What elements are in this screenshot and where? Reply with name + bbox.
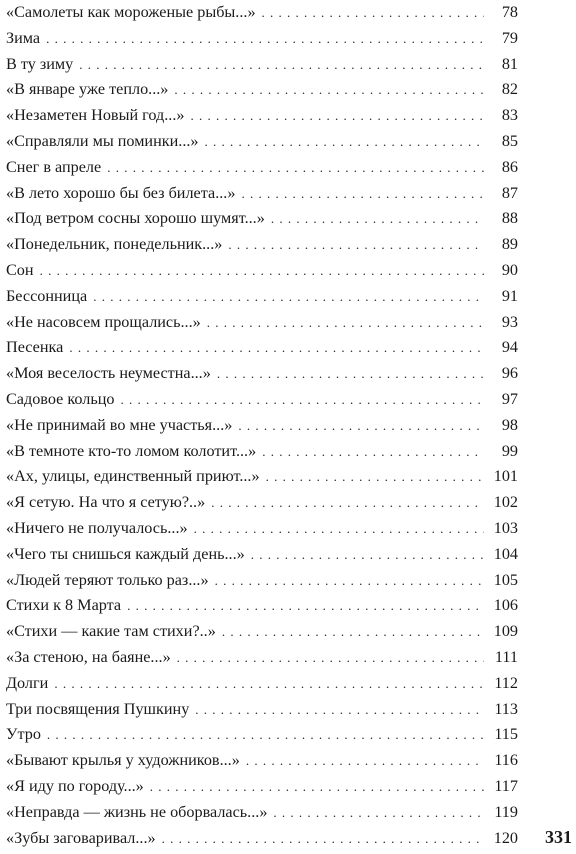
dot-leader xyxy=(93,284,484,310)
dot-leader xyxy=(217,361,484,387)
toc-entry-page: 83 xyxy=(501,106,518,125)
toc-entry-page: 94 xyxy=(501,338,518,357)
dot-leader xyxy=(46,26,484,52)
dot-leader xyxy=(246,748,484,774)
toc-entry-page: 119 xyxy=(494,802,518,821)
toc-entry-page: 116 xyxy=(494,751,518,770)
dot-leader xyxy=(194,516,484,542)
toc-entry-page: 106 xyxy=(493,596,518,615)
toc-entry-title: Стихи к 8 Марта xyxy=(6,596,122,615)
dot-leader xyxy=(174,77,484,103)
dot-leader xyxy=(271,206,484,232)
dot-leader xyxy=(251,542,484,568)
toc-entry xyxy=(6,542,518,568)
toc-entry-page: 120 xyxy=(493,828,518,847)
toc-entry xyxy=(6,413,518,439)
dot-leader xyxy=(69,335,484,361)
toc-entry xyxy=(6,387,518,413)
toc-entry-title: В ту зиму xyxy=(6,54,74,73)
toc-entry-page: 112 xyxy=(494,673,518,692)
dot-leader xyxy=(79,52,484,78)
toc-entry-page: 96 xyxy=(501,364,518,383)
toc-entry-page: 103 xyxy=(493,518,518,537)
toc-entry-page: 104 xyxy=(493,544,518,563)
toc-entry xyxy=(6,800,518,826)
toc-entry-page: 85 xyxy=(501,131,518,150)
toc-entry-page: 79 xyxy=(501,28,518,47)
dot-leader xyxy=(127,593,484,619)
toc-entry-page: 93 xyxy=(501,312,518,331)
dot-leader xyxy=(211,490,484,516)
dot-leader xyxy=(266,464,484,490)
toc-entry-title: «Ничего не получалось...» xyxy=(6,518,188,537)
toc-entry xyxy=(6,155,518,181)
dot-leader xyxy=(47,722,484,748)
dot-leader xyxy=(121,387,484,413)
toc-entry-title: «Незаметен Новый год...» xyxy=(6,106,185,125)
toc-entry-page: 117 xyxy=(494,776,518,795)
dot-leader xyxy=(241,181,484,207)
toc-entry-page: 87 xyxy=(501,183,518,202)
toc-entry xyxy=(6,619,518,645)
dot-leader xyxy=(262,0,484,26)
toc-entry xyxy=(6,826,518,852)
toc-entry xyxy=(6,748,518,774)
toc-entry-title: «Стихи — какие там стихи?..» xyxy=(6,622,216,641)
table-of-contents xyxy=(6,0,518,851)
toc-entry-title: «Бывают крылья у художников...» xyxy=(6,751,240,770)
dot-leader xyxy=(228,232,484,258)
toc-entry-title: Долги xyxy=(6,673,49,692)
dot-leader xyxy=(222,619,484,645)
toc-entry-title: Сон xyxy=(6,260,34,279)
toc-entry-title: Песенка xyxy=(6,338,64,357)
dot-leader xyxy=(54,671,484,697)
toc-entry-title: «Зубы заговаривал...» xyxy=(6,828,156,847)
toc-entry-page: 105 xyxy=(493,570,518,589)
toc-entry-title: «Неправда — жизнь не оборвалась...» xyxy=(6,802,268,821)
toc-entry-title: «Чего ты снишься каждый день...» xyxy=(6,544,245,563)
toc-entry-page: 111 xyxy=(494,647,518,666)
dot-leader xyxy=(177,645,484,671)
toc-entry xyxy=(6,181,518,207)
toc-entry-page: 82 xyxy=(501,80,518,99)
toc-entry-title: Садовое кольцо xyxy=(6,389,115,408)
toc-entry-title: «Понедельник, понедельник...» xyxy=(6,235,223,254)
toc-entry xyxy=(6,129,518,155)
toc-entry-title: Три посвящения Пушкину xyxy=(6,699,190,718)
toc-entry xyxy=(6,258,518,284)
toc-entry-page: 115 xyxy=(494,725,518,744)
dot-leader xyxy=(162,826,484,852)
toc-entry xyxy=(6,464,518,490)
toc-entry xyxy=(6,568,518,594)
toc-entry-title: «За стеною, на баяне...» xyxy=(6,647,171,666)
dot-leader xyxy=(205,129,484,155)
toc-entry-page: 91 xyxy=(501,286,518,305)
dot-leader xyxy=(262,439,484,465)
toc-entry-title: «В лето хорошо бы без билета...» xyxy=(6,183,236,202)
toc-entry-title: Бессонница xyxy=(6,286,88,305)
dot-leader xyxy=(107,155,484,181)
dot-leader xyxy=(273,800,484,826)
toc-entry-page: 90 xyxy=(501,260,518,279)
toc-entry-page: 98 xyxy=(501,415,518,434)
toc-entry-title: Утро xyxy=(6,725,41,744)
toc-entry-title: «Моя веселость неуместна...» xyxy=(6,364,211,383)
toc-entry-title: «Я иду по городу...» xyxy=(6,776,144,795)
page-number: 331 xyxy=(545,827,572,847)
dot-leader xyxy=(238,413,484,439)
toc-entry-title: Снег в апреле xyxy=(6,157,102,176)
toc-entry-title: «Людей теряют только раз...» xyxy=(6,570,209,589)
toc-entry xyxy=(6,0,518,26)
dot-leader xyxy=(40,258,484,284)
toc-entry-title: «Ах, улицы, единственный приют...» xyxy=(6,467,260,486)
toc-entry xyxy=(6,52,518,78)
toc-entry-title: «В темноте кто-то ломом колотит...» xyxy=(6,441,257,460)
toc-entry-page: 97 xyxy=(501,389,518,408)
toc-entry-title: «Самолеты как мороженые рыбы...» xyxy=(6,3,256,21)
toc-entry xyxy=(6,206,518,232)
toc-entry-page: 113 xyxy=(494,699,518,718)
toc-entry xyxy=(6,516,518,542)
toc-entry-page: 81 xyxy=(501,54,518,73)
toc-entry xyxy=(6,490,518,516)
toc-entry-page: 88 xyxy=(501,209,518,228)
toc-entry-page: 109 xyxy=(493,622,518,641)
toc-entry-title: «Под ветром сосны хорошо шумят...» xyxy=(6,209,265,228)
toc-entry xyxy=(6,284,518,310)
toc-entry xyxy=(6,774,518,800)
toc-entry xyxy=(6,645,518,671)
toc-entry-title: Зима xyxy=(6,28,41,47)
toc-entry-page: 102 xyxy=(493,493,518,512)
dot-leader xyxy=(215,568,484,594)
toc-entry xyxy=(6,722,518,748)
toc-entry-title: «Справляли мы поминки...» xyxy=(6,131,199,150)
dot-leader xyxy=(191,103,485,129)
toc-entry xyxy=(6,439,518,465)
toc-entry-title: «Я сетую. На что я сетую?..» xyxy=(6,493,206,512)
toc-entry-title: «Не насовсем прощались...» xyxy=(6,312,201,331)
toc-entry xyxy=(6,697,518,723)
dot-leader xyxy=(207,310,484,336)
toc-entry xyxy=(6,671,518,697)
dot-leader xyxy=(195,697,484,723)
toc-entry xyxy=(6,310,518,336)
toc-entry xyxy=(6,232,518,258)
toc-entry xyxy=(6,26,518,52)
toc-entry xyxy=(6,77,518,103)
toc-entry-title: «В январе уже тепло...» xyxy=(6,80,169,99)
toc-entry-page: 78 xyxy=(501,3,518,21)
toc-entry-page: 86 xyxy=(501,157,518,176)
toc-entry xyxy=(6,361,518,387)
toc-entry xyxy=(6,103,518,129)
toc-entry-title: «Не принимай во мне участья...» xyxy=(6,415,233,434)
toc-entry-page: 101 xyxy=(493,467,518,486)
toc-entry xyxy=(6,593,518,619)
toc-entry xyxy=(6,335,518,361)
toc-entry-page: 99 xyxy=(501,441,518,460)
dot-leader xyxy=(150,774,484,800)
toc-entry-page: 89 xyxy=(501,235,518,254)
